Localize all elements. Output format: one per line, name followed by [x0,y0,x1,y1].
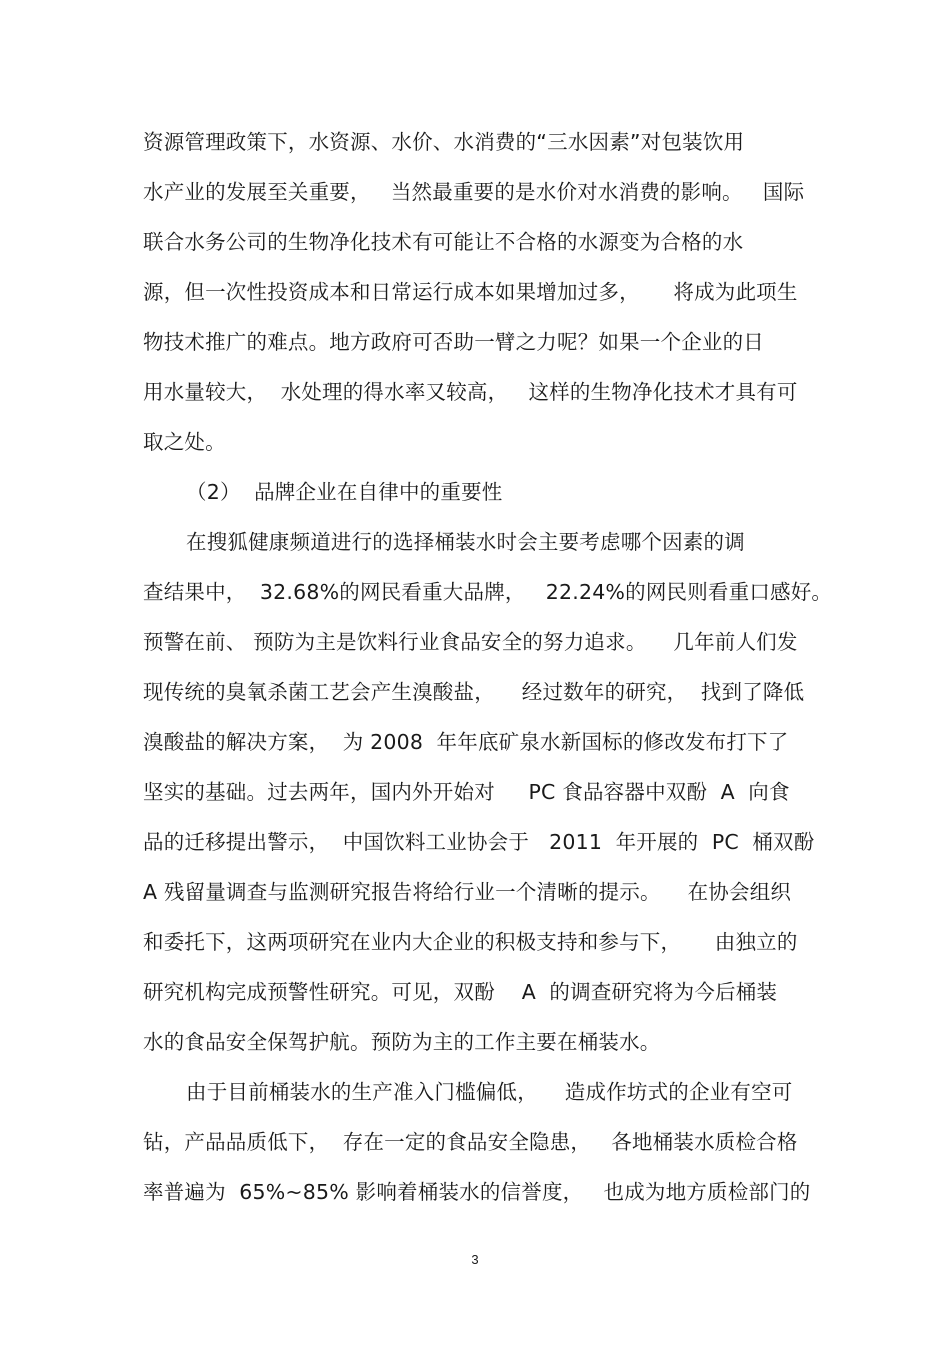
paragraph-2-line-5: 溴酸盐的解决方案， 为 2008 年年底矿泉水新国标的修改发布打下了 [143,730,789,754]
paragraph-2-line-11: 水的食品安全保驾护航。预防为主的工作主要在桶装水。 [143,1030,661,1054]
paragraph-2-line-4: 现传统的臭氧杀菌工艺会产生溴酸盐， 经过数年的研究， 找到了降低 [143,680,805,704]
page-number: 3 [471,1252,479,1267]
paragraph-2-line-2: 查结果中， 32.68%的网民看重大品牌， 22.24%的网民则看重口感好。 [143,580,833,604]
paragraph-1-line-2: 水产业的发展至关重要， 当然最重要的是水价对水消费的影响。 国际 [143,180,805,204]
paragraph-2-line-3: 预警在前、 预防为主是饮料行业食品安全的努力追求。 几年前人们发 [143,630,798,654]
paragraph-2-line-1: 在搜狐健康频道进行的选择桶装水时会主要考虑哪个因素的调 [186,530,745,554]
paragraph-2-line-7: 品的迁移提出警示， 中国饮料工业协会于 2011 年开展的 PC 桶双酚 [143,830,815,854]
paragraph-1-line-5: 物技术推广的难点。地方政府可否助一臂之力呢？如果一个企业的日 [143,330,764,354]
paragraph-3-line-3: 率普遍为 65%~85% 影响着桶装水的信誉度， 也成为地方质检部门的 [143,1180,811,1204]
paragraph-1-line-7: 取之处。 [143,430,226,454]
paragraph-3-line-2: 钻，产品品质低下， 存在一定的食品安全隐患， 各地桶装水质检合格 [143,1130,798,1154]
paragraph-1-line-4: 源，但一次性投资成本和日常运行成本如果增加过多， 将成为此项生 [143,280,798,304]
paragraph-3-line-1: 由于目前桶装水的生产准入门槛偏低， 造成作坊式的企业有空可 [186,1080,793,1104]
paragraph-2-line-10: 研究机构完成预警性研究。可见，双酚 A 的调查研究将为今后桶装 [143,980,778,1004]
paragraph-1-line-3: 联合水务公司的生物净化技术有可能让不合格的水源变为合格的水 [143,230,744,254]
paragraph-1-line-1: 资源管理政策下，水资源、水价、水消费的“三水因素”对包装饮用 [143,130,745,154]
paragraph-2-line-9: 和委托下，这两项研究在业内大企业的积极支持和参与下， 由独立的 [143,930,798,954]
paragraph-2-line-8: A 残留量调查与监测研究报告将给行业一个清晰的提示。 在协会组织 [143,880,792,904]
paragraph-1-line-6: 用水量较大， 水处理的得水率又较高， 这样的生物净化技术才具有可 [143,380,798,404]
section-heading: （2） 品牌企业在自律中的重要性 [186,480,503,504]
paragraph-2-line-6: 坚实的基础。过去两年，国内外开始对 PC 食品容器中双酚 A 向食 [143,780,790,804]
